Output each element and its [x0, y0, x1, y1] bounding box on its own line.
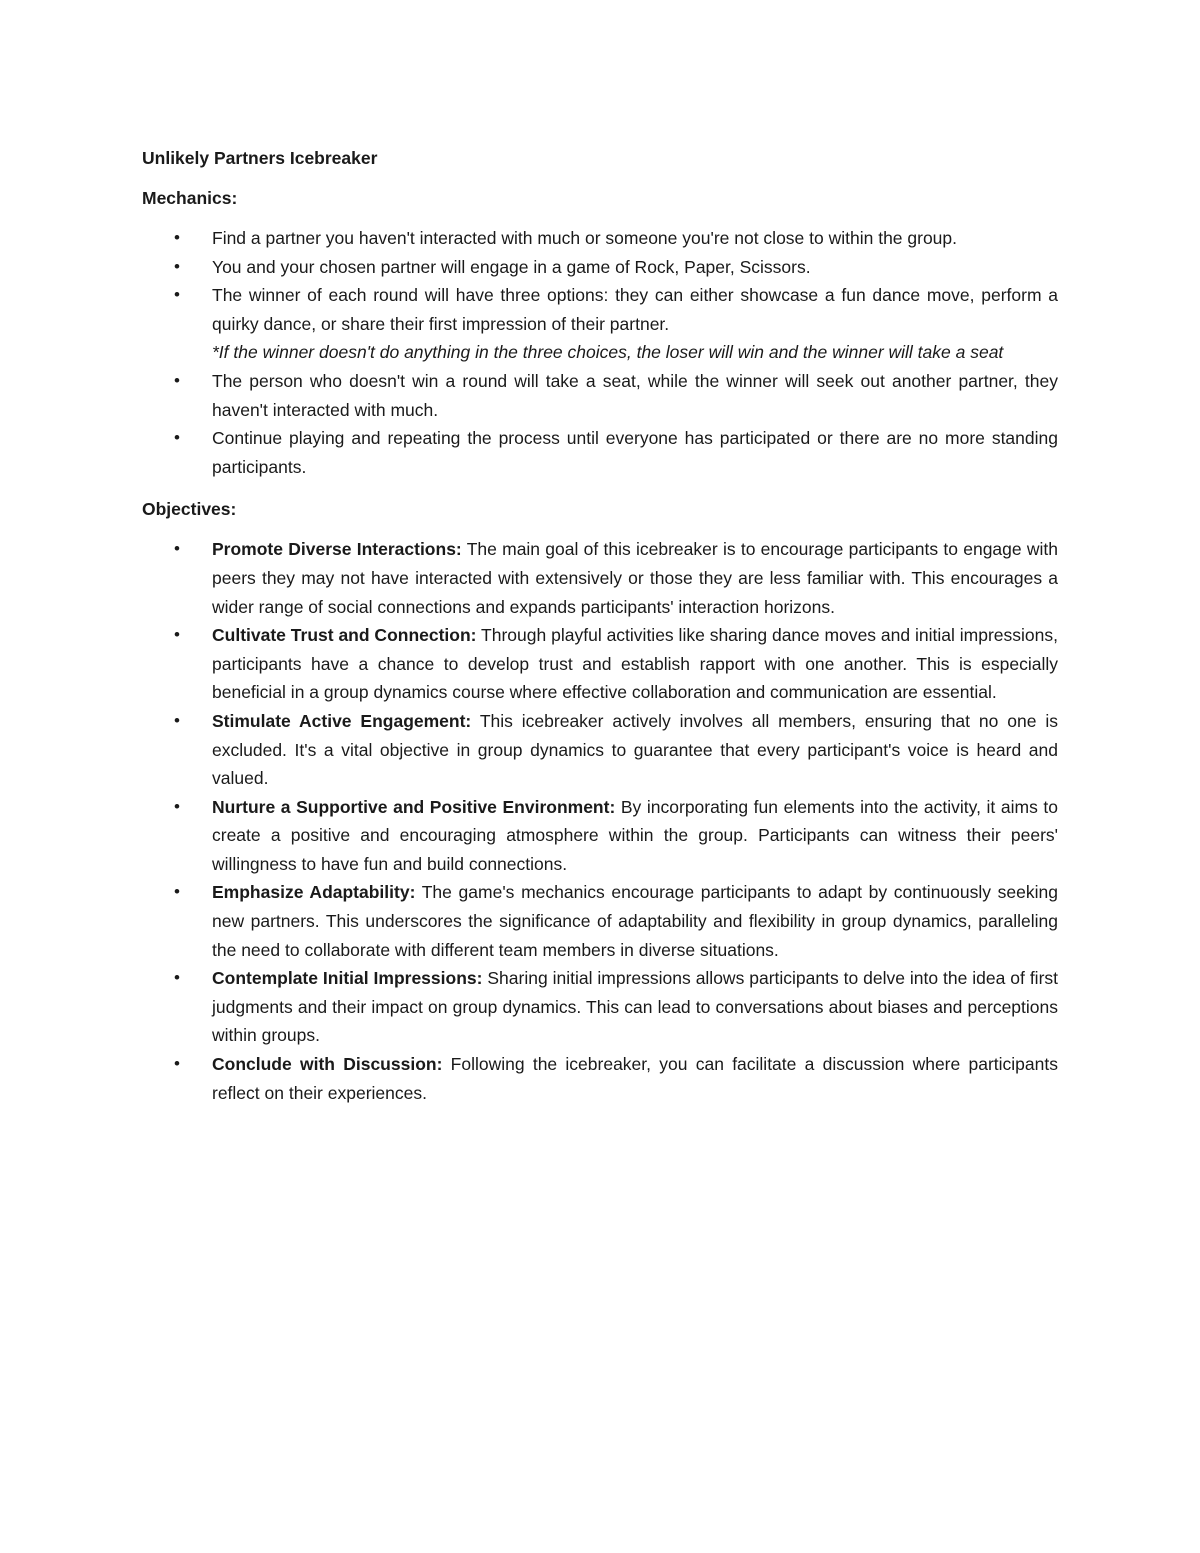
objective-term: Nurture a Supportive and Positive Environment: [212, 796, 616, 817]
objective-term: Cultivate Trust and Connection: [212, 625, 477, 646]
bullet-icon: • [174, 625, 180, 645]
objective-text: Following the icebreaker, you can facilitate a discussion where participants reflect on their experiences. [212, 1054, 1058, 1103]
bullet-icon: • [174, 370, 180, 390]
bullet-icon: • [174, 285, 180, 305]
mechanics-item-text: The person who doesn't win a round will take a seat, while the winner will seek out another partner, they haven't interacted with much. [212, 370, 1058, 420]
objectives-item [142, 535, 1058, 621]
objectives-item [142, 1050, 1058, 1107]
mechanics-item-text: You and your chosen partner will engage in a game of Rock, Paper, Scissors. [212, 256, 811, 277]
mechanics-item-note: *If the winner doesn't do anything in the three choices, the loser will win and the winner will take a seat [212, 342, 1004, 363]
objectives-item [142, 793, 1058, 879]
objective-text: Through playful activities like sharing dance moves and initial impressions, participants have a chance to develop trust and establish rapport with one another. This is especially beneficial in a group dynamics course where effective collaboration and communication are essential. [212, 625, 1058, 703]
objective-text: Sharing initial impressions allows participants to delve into the idea of first judgments and their impact on group dynamics. This can lead to conversations about biases and perceptions within groups. [212, 968, 1059, 1046]
objective-term: Conclude with Discussion: [212, 1054, 443, 1075]
bullet-icon: • [174, 796, 180, 816]
document-page [142, 140, 1058, 1121]
mechanics-item [142, 424, 1058, 481]
objective-text: The game's mechanics encourage participants to adapt by continuously seeking new partners. This underscores the significance of adaptability and flexibility in group dynamics, paralleling the need to collaborate with different team members in diverse situations. [212, 882, 1058, 960]
mechanics-item [142, 367, 1058, 424]
objective-term: Contemplate Initial Impressions: [212, 968, 483, 989]
objectives-item [142, 878, 1058, 964]
objectives-item [142, 964, 1058, 1050]
objectives-item [142, 707, 1058, 793]
objective-text: By incorporating fun elements into the activity, it aims to create a positive and encouraging atmosphere within the group. Participants can witness their peers' willingness to have fun and build connections. [212, 796, 1058, 874]
mechanics-item-text: Find a partner you haven't interacted with much or someone you're not close to within the group. [212, 228, 958, 248]
mechanics-item-text: Continue playing and repeating the process until everyone has participated or there are no more standing participants. [212, 428, 1058, 477]
document-title: Unlikely Partners Icebreaker [142, 148, 378, 168]
objectives-item [142, 621, 1058, 707]
mechanics-item [142, 253, 1058, 282]
mechanics-item [142, 224, 1058, 253]
objective-text: This icebreaker actively involves all members, ensuring that no one is excluded. It's a vital objective in group dynamics to guarantee that every participant's voice is heard and valued. [212, 710, 1058, 789]
mechanics-item [142, 281, 1058, 367]
bullet-icon: • [174, 882, 180, 902]
bullet-icon: • [174, 710, 180, 730]
bullet-icon: • [174, 1054, 180, 1074]
bullet-icon: • [174, 539, 180, 559]
objective-term: Emphasize Adaptability: [212, 882, 416, 903]
bullet-icon: • [174, 228, 180, 247]
objectives-list [142, 535, 1058, 1107]
objective-term: Promote Diverse Interactions: [212, 539, 462, 560]
mechanics-item-text: The winner of each round will have three options: they can either showcase a fun dance move, perform a quirky dance, or share their first impression of their partner. [212, 285, 1058, 334]
objective-text: The main goal of this icebreaker is to encourage participants to engage with peers they may not have interacted with extensively or those they are less familiar with. This encourages a wider range of social connections and expands participants' interaction horizons. [212, 539, 1059, 617]
objectives-heading: Objectives: [142, 499, 237, 520]
mechanics-heading: Mechanics: [142, 188, 238, 208]
objective-term: Stimulate Active Engagement: [212, 710, 472, 731]
mechanics-list [142, 224, 1058, 481]
bullet-icon: • [174, 256, 180, 276]
bullet-icon: • [174, 428, 180, 448]
bullet-icon: • [174, 968, 180, 988]
